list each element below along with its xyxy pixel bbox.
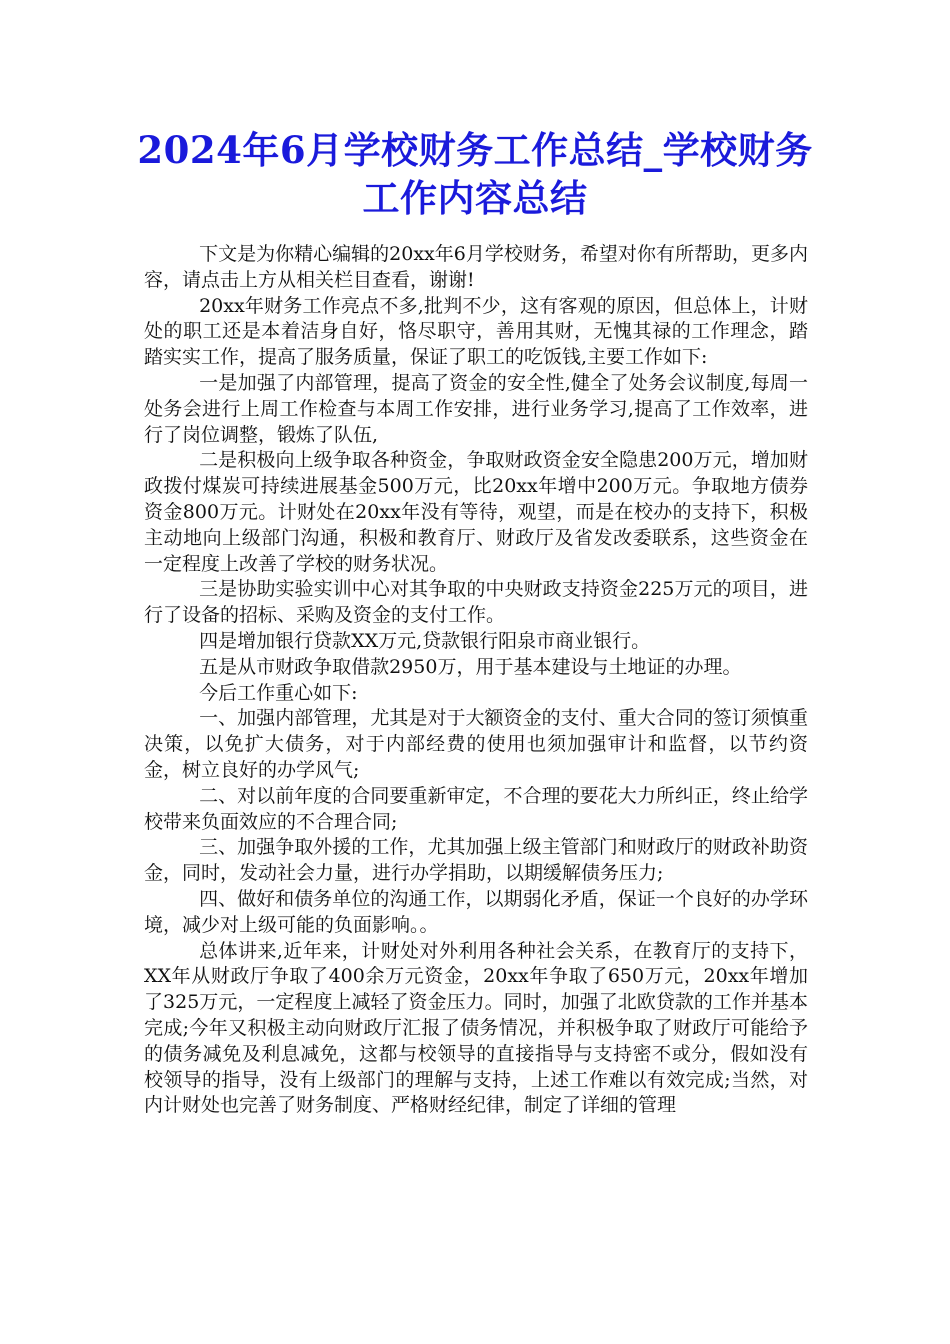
- paragraph-intro: 下文是为你精心编辑的20xx年6月学校财务，希望对你有所帮助，更多内容，请点击上方从相关栏目查看，谢谢!: [144, 243, 808, 291]
- paragraph-future-1: 一、加强内部管理，尤其是对于大额资金的支付、重大合同的签订须慎重决策，以免扩大债务，对于内部经费的使用也须加强审计和监督，以节约资金，树立良好的办学风气;: [144, 707, 808, 781]
- paragraph-future-4: 四、做好和债务单位的沟通工作，以期弱化矛盾，保证一个良好的办学环境，减少对上级可能的负面影响。。: [144, 887, 808, 936]
- paragraph-summary: 总体讲来,近年来，计财处对外利用各种社会关系，在教育厅的支持下，XX年从财政厅争取了400余万元资金，20xx年争取了650万元，20xx年增加了325万元，一定程度上减轻了资金压力。同时，加强了北欧贷款的工作并基本完成;今年又积极主动向财政厅汇报了债务情况，并积极争取了财政厅可能给予的债务减免及利息减免，这都与校领导的直接指导与支持密不或分，假如没有校领导的指导，没有上级部门的理解与支持，上述工作难以有效完成;当然，对内计财处也完善了财务制度、严格财经纪律，制定了详细的管理: [144, 939, 808, 1117]
- document-body: [144, 242, 808, 1119]
- paragraph-overview: 20xx年财务工作亮点不多,批判不少，这有客观的原因，但总体上，计财处的职工还是本着洁身自好，恪尽职守，善用其财，无愧其禄的工作理念，踏踏实实工作，提高了服务质量，保证了职工的吃饭钱,主要工作如下:: [144, 294, 808, 369]
- paragraph-item-2: 二是积极向上级争取各种资金，争取财政资金安全隐患200万元，增加财政拨付煤炭可持续进展基金500万元，比20xx年增中200万元。争取地方债券资金800万元。计财处在20xx年没有等待，观望，而是在校办的支持下，积极主动地向上级部门沟通，积极和教育厅、财政厅及省发改委联系，这些资金在一定程度上改善了学校的财务状况。: [144, 449, 808, 575]
- paragraph-future-heading: 今后工作重心如下:: [199, 681, 358, 704]
- paragraph-future-2: 二、对以前年度的合同要重新审定，不合理的要花大力所纠正，终止给学校带来负面效应的不合理合同;: [144, 784, 808, 833]
- paragraph-future-3: 三、加强争取外援的工作，尤其加强上级主管部门和财政厅的财政补助资金，同时，发动社会力量，进行办学捐助，以期缓解债务压力;: [144, 836, 808, 885]
- paragraph-item-1: 一是加强了内部管理，提高了资金的安全性,健全了处务会议制度,每周一处务会进行上周工作检查与本周工作安排，进行业务学习,提高了工作效率，进行了岗位调整，锻炼了队伍,: [144, 371, 808, 446]
- paragraph-item-4: 四是增加银行贷款XX万元,贷款银行阳泉市商业银行。: [199, 629, 651, 652]
- paragraph-item-5: 五是从市财政争取借款2950万，用于基本建设与土地证的办理。: [199, 655, 742, 678]
- paragraph-item-3: 三是协助实验实训中心对其争取的中央财政支持资金225万元的项目，进行了设备的招标、采购及资金的支付工作。: [144, 578, 808, 627]
- page-title: 2024年6月学校财务工作总结_学校财务工作内容总结: [137, 128, 813, 220]
